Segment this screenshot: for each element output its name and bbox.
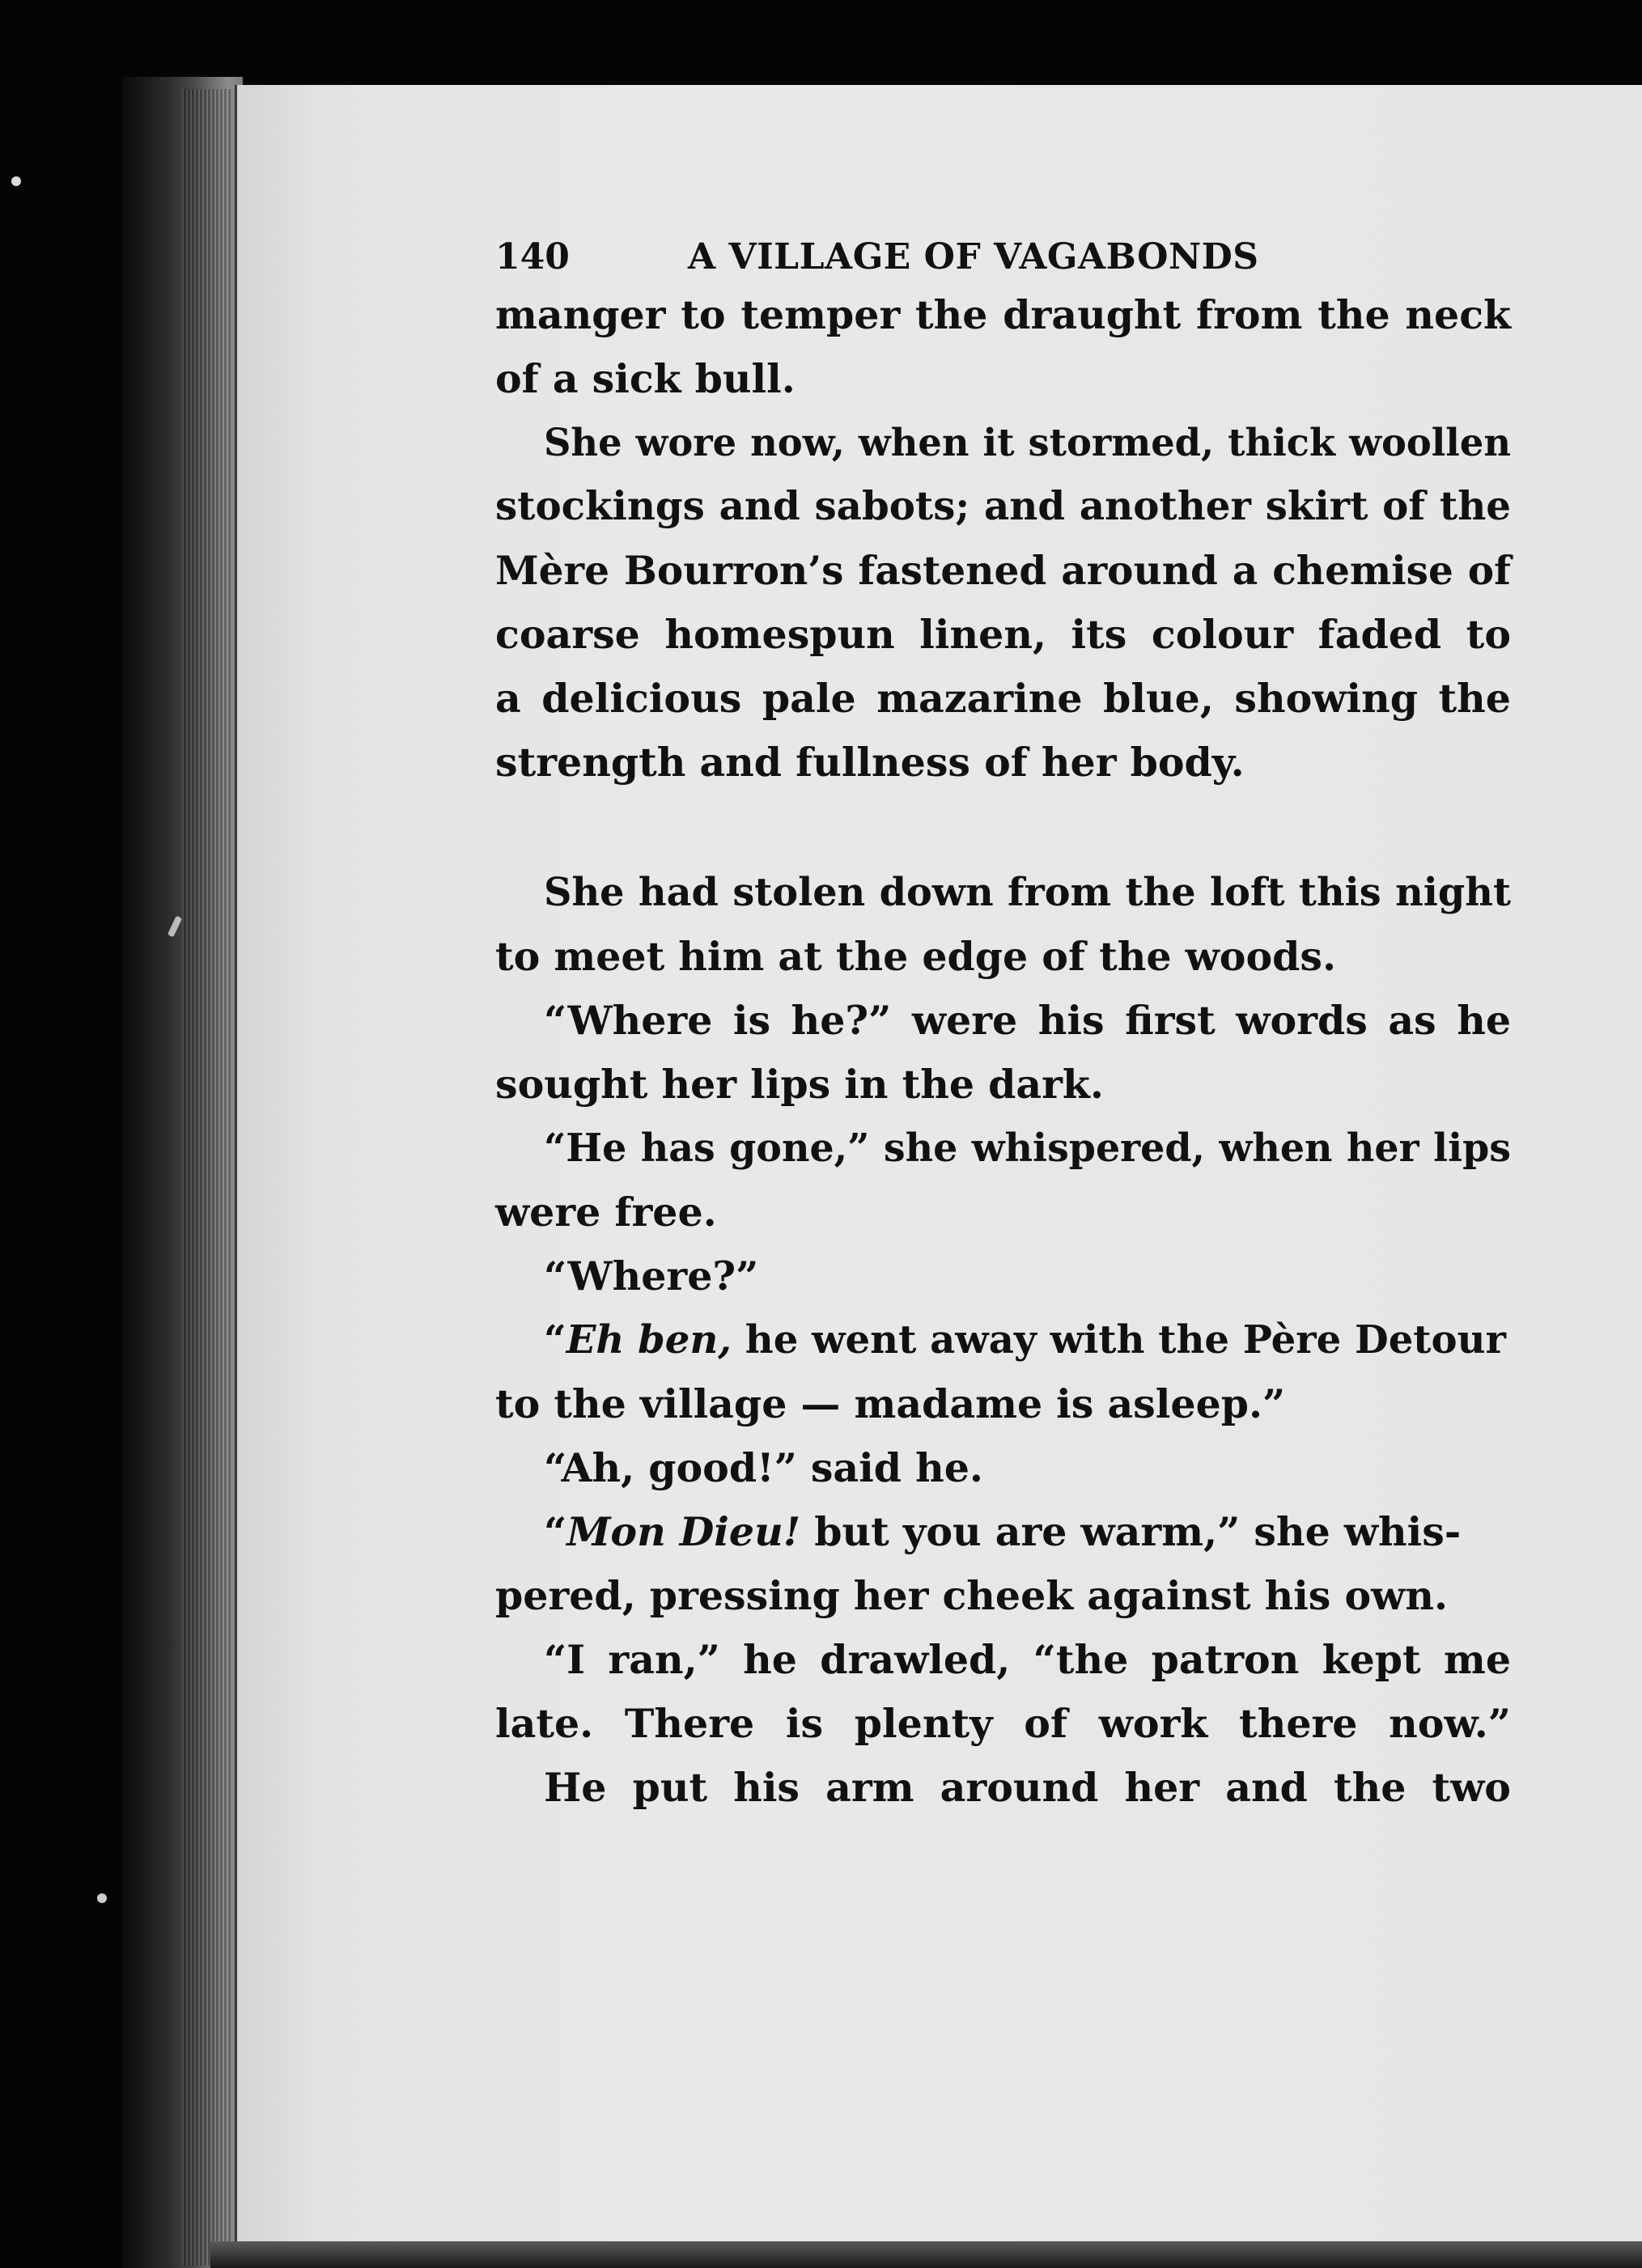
line-rest: but you are warm,” she whis- bbox=[800, 1508, 1462, 1555]
text-line: strength and fullness of her body. bbox=[495, 739, 1245, 786]
italic-phrase: Eh ben, bbox=[566, 1317, 732, 1363]
line-rest: he went away with the Père Detour bbox=[732, 1317, 1506, 1363]
paragraph bbox=[495, 1500, 1511, 1628]
paragraph bbox=[495, 1628, 1511, 1756]
text-line: She had stolen down from the loft this night bbox=[544, 870, 1511, 915]
paragraph bbox=[495, 1244, 1511, 1308]
text-line: to meet him at the edge of the woods. bbox=[495, 933, 1337, 980]
page-number: 140 bbox=[495, 236, 570, 278]
page-edges-texture bbox=[182, 89, 231, 2266]
text-line: Mère Bourron’s fastened around a chemise of bbox=[495, 548, 1511, 594]
text-line: stockings and sabots; and another skirt of the bbox=[495, 484, 1511, 529]
text-line: pered, pressing her cheek against his own. bbox=[495, 1572, 1449, 1619]
page-bottom-shadow bbox=[210, 2241, 1642, 2268]
page-text-block bbox=[495, 231, 1511, 1820]
running-head: A VILLAGE OF VAGABONDS bbox=[688, 236, 1259, 278]
paragraph bbox=[495, 1756, 1511, 1820]
text-line: “Where?” bbox=[544, 1253, 759, 1299]
text-line: “Where is he?” were his first words as he bbox=[544, 997, 1511, 1044]
paragraph bbox=[495, 1117, 1511, 1244]
page-header bbox=[495, 231, 1511, 283]
text-line bbox=[495, 1308, 1511, 1372]
open-quote: “ bbox=[544, 1317, 566, 1363]
text-line: She wore now, when it stormed, thick woollen bbox=[544, 421, 1511, 464]
text-line bbox=[495, 1500, 1511, 1564]
text-line: manger to temper the draught from the neck bbox=[495, 291, 1511, 338]
text-line: a delicious pale mazarine blue, showing the bbox=[495, 675, 1511, 722]
text-line: “Ah, good!” said he. bbox=[544, 1444, 983, 1491]
text-line: He put his arm around her and the two bbox=[544, 1764, 1511, 1811]
text-line: sought her lips in the dark. bbox=[495, 1061, 1104, 1108]
paragraph bbox=[495, 989, 1511, 1117]
paragraph bbox=[495, 1436, 1511, 1500]
open-quote: “ bbox=[544, 1508, 567, 1555]
text-line: of a sick bull. bbox=[495, 355, 796, 402]
text-line: “He has gone,” she whispered, when her lips bbox=[544, 1126, 1511, 1171]
text-line: were free. bbox=[495, 1189, 717, 1236]
text-line: coarse homespun linen, its colour faded to bbox=[495, 611, 1511, 658]
paragraph bbox=[495, 861, 1511, 989]
text-line: “I ran,” he drawled, “the patron kept me bbox=[544, 1636, 1511, 1683]
paragraph bbox=[495, 411, 1511, 795]
section-break bbox=[495, 795, 1511, 861]
scan-speck bbox=[11, 176, 21, 186]
text-line: late. There is plenty of work there now.” bbox=[495, 1700, 1511, 1747]
scan-speck bbox=[97, 1893, 107, 1903]
paragraph bbox=[495, 1308, 1511, 1436]
text-line: to the village — madame is asleep.” bbox=[495, 1380, 1286, 1427]
paragraph bbox=[495, 283, 1511, 411]
italic-phrase: Mon Dieu! bbox=[566, 1508, 801, 1555]
